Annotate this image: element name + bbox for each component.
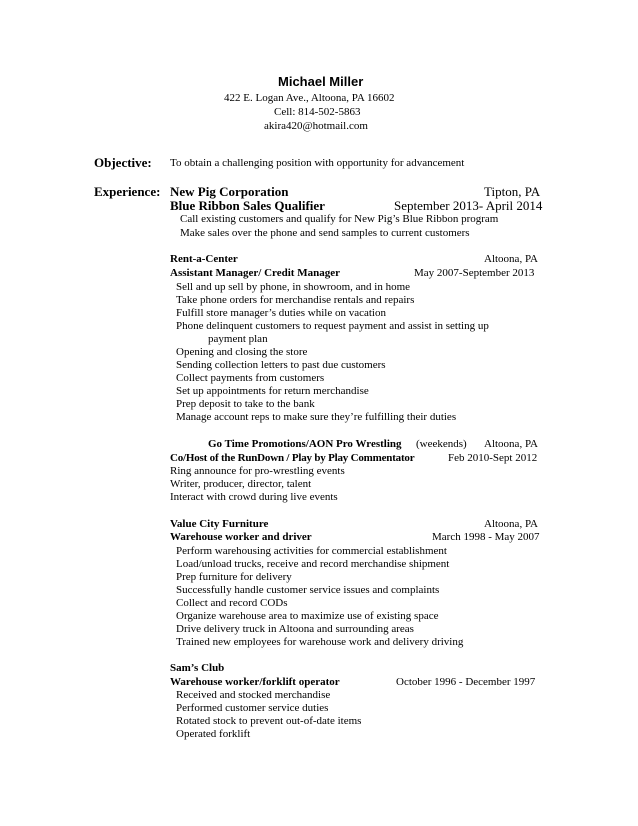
job-company: Sam’s Club — [170, 662, 225, 674]
phone: Cell: 814-502-5863 — [274, 106, 361, 118]
experience-label: Experience: — [94, 184, 161, 199]
job-title: Blue Ribbon Sales Qualifier — [170, 198, 325, 213]
duty-item-continued: payment plan — [208, 333, 268, 345]
address: 422 E. Logan Ave., Altoona, PA 16602 — [224, 92, 395, 104]
duty-item: Operated forklift — [176, 728, 251, 740]
job-dates: September 2013- April 2014 — [394, 198, 543, 213]
duty-item: Perform warehousing activities for commercial establishment — [176, 545, 447, 557]
job-company: Rent-a-Center — [170, 253, 238, 265]
job-title: Warehouse worker and driver — [170, 531, 312, 543]
duty-item: Opening and closing the store — [176, 346, 308, 358]
job-location: Altoona, PA — [484, 438, 538, 450]
job-dates: October 1996 - December 1997 — [396, 676, 536, 688]
duty-item: Sending collection letters to past due customers — [176, 359, 386, 371]
job-company: Value City Furniture — [170, 518, 269, 530]
duty-item: Interact with crowd during live events — [170, 491, 338, 503]
job-company: New Pig Corporation — [170, 184, 289, 199]
duty-item: Load/unload trucks, receive and record merchandise shipment — [176, 558, 450, 570]
duty-item: Take phone orders for merchandise rentals and repairs — [176, 294, 415, 306]
job-title: Co/Host of the RunDown / Play by Play Commentator — [170, 452, 415, 464]
duty-item: Received and stocked merchandise — [176, 689, 331, 701]
duty-item: Sell and up sell by phone, in showroom, and in home — [176, 281, 411, 293]
job-dates: Feb 2010-Sept 2012 — [448, 452, 538, 464]
resume-name: Michael Miller — [278, 74, 364, 89]
duty-item: Phone delinquent customers to request payment and assist in setting up — [176, 320, 489, 332]
duty-item: Call existing customers and qualify for New Pig’s Blue Ribbon program — [180, 213, 499, 225]
job-location: Tipton, PA — [484, 184, 541, 199]
job-title: Assistant Manager/ Credit Manager — [170, 267, 340, 279]
duty-item: Writer, producer, director, talent — [170, 478, 312, 490]
duty-item: Rotated stock to prevent out-of-date items — [176, 715, 362, 727]
duty-item: Trained new employees for warehouse work and delivery driving — [176, 636, 464, 648]
duty-item: Manage account reps to make sure they’re fulfilling their duties — [176, 411, 457, 423]
job-company: Go Time Promotions/AON Pro Wrestling — [208, 438, 402, 450]
duty-item: Set up appointments for return merchandise — [176, 385, 369, 397]
job-location: Altoona, PA — [484, 518, 538, 530]
duty-item: Successfully handle customer service issues and complaints — [176, 584, 440, 596]
email: akira420@hotmail.com — [264, 120, 368, 132]
job-dates: May 2007-September 2013 — [414, 267, 535, 279]
duty-item: Ring announce for pro-wrestling events — [170, 465, 345, 477]
duty-item: Collect payments from customers — [176, 372, 325, 384]
duty-item: Prep furniture for delivery — [176, 571, 292, 583]
duty-item: Fulfill store manager’s duties while on vacation — [176, 307, 386, 319]
objective-text: To obtain a challenging position with opportunity for advancement — [170, 157, 465, 169]
duty-item: Drive delivery truck in Altoona and surrounding areas — [176, 623, 414, 635]
duty-item: Make sales over the phone and send samples to current customers — [180, 227, 470, 239]
duty-item: Organize warehouse area to maximize use of existing space — [176, 610, 439, 622]
job-company-note: (weekends) — [416, 438, 467, 450]
duty-item: Performed customer service duties — [176, 702, 329, 714]
objective-label: Objective: — [94, 155, 152, 170]
job-location: Altoona, PA — [484, 253, 538, 265]
job-dates: March 1998 - May 2007 — [432, 531, 540, 543]
job-title: Warehouse worker/forklift operator — [170, 676, 340, 688]
duty-item: Prep deposit to take to the bank — [176, 398, 315, 410]
duty-item: Collect and record CODs — [176, 597, 288, 609]
